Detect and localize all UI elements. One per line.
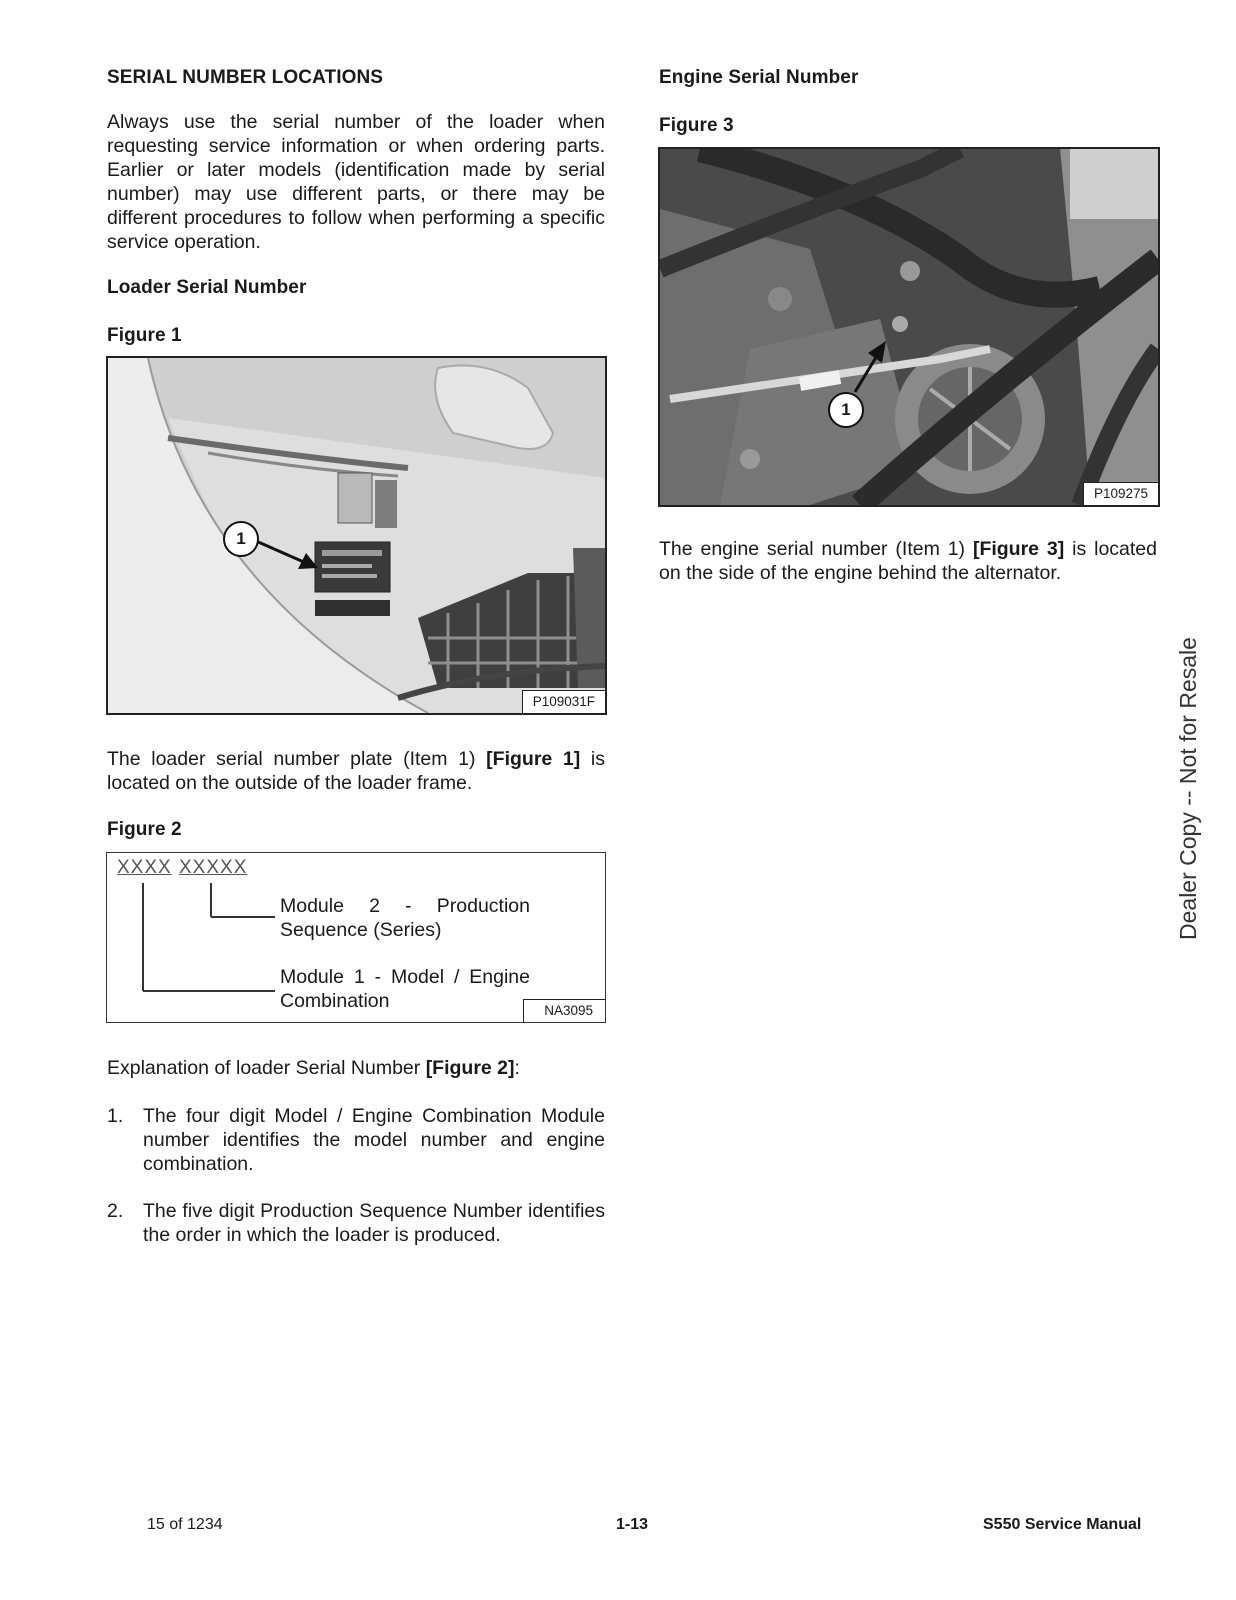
footer-page-number: 1-13 [616,1516,649,1533]
engine-serial-heading: Engine Serial Number [659,67,859,88]
figure-2-code: NA3095 [523,999,605,1022]
loader-serial-text [107,747,605,795]
list-item-1-number: 1. [107,1105,124,1127]
loader-text-part: is located on the outside of the loader frame. [107,748,605,794]
figure-3-photo [658,147,1160,507]
explanation-text: : [514,1057,520,1079]
intro-paragraph: Always use the serial number of the loader when requesting service information or when ordering parts. Earlier or later models (identification made by serial number) may use different parts, or there may be different procedures to follow when performing a specific service operation. [107,111,605,253]
engine-serial-text [659,537,1157,585]
figure-1-title: Figure 1 [107,325,182,346]
figure-3-callout: 1 [828,392,864,428]
loader-text-part: The loader serial number plate (Item 1) [107,748,487,770]
figure-1-callout: 1 [223,521,259,557]
list-item-1-text: The four digit Model / Engine Combination Module number identifies the model number and engine combination. [143,1105,605,1175]
module-2-description: Module 2 - Production Sequence (Series) [280,895,530,941]
figure-2-reference: [Figure 2] [425,1057,515,1079]
explanation-text: Explanation of loader Serial Number [107,1057,426,1079]
loader-serial-heading: Loader Serial Number [107,277,307,298]
serial-code-model: XXXX [117,857,172,878]
module-1-description: Module 1 - Model / Engine Combination [280,966,530,1012]
engine-text-part: is located on the side of the engine behind the alternator. [659,538,1157,584]
figure-2-title: Figure 2 [107,819,182,840]
footer-manual-title: S550 Service Manual [983,1516,1142,1533]
footer-page-count: 15 of 1234 [147,1516,223,1533]
figure-3-title: Figure 3 [659,115,734,136]
figure-3-reference: [Figure 3] [972,538,1065,560]
engine-illustration [660,149,1158,505]
list-item-2-text: The five digit Production Sequence Number identifies the order in which the loader is produced. [143,1200,605,1246]
list-item-2-number: 2. [107,1200,124,1222]
explanation-intro [107,1056,605,1080]
loader-frame-illustration [108,358,605,713]
section-title: SERIAL NUMBER LOCATIONS [107,67,384,88]
figure-1-reference: [Figure 1] [486,748,581,770]
dealer-copy-notice: Dealer Copy -- Not for Resale [1175,637,1201,940]
figure-1-code: P109031F [522,690,605,713]
engine-text-part: The engine serial number (Item 1) [659,538,973,560]
serial-code-sequence: XXXXX [179,857,248,878]
figure-3-code: P109275 [1083,482,1158,505]
figure-2-diagram [106,852,606,1023]
figure-1-photo [106,356,607,715]
